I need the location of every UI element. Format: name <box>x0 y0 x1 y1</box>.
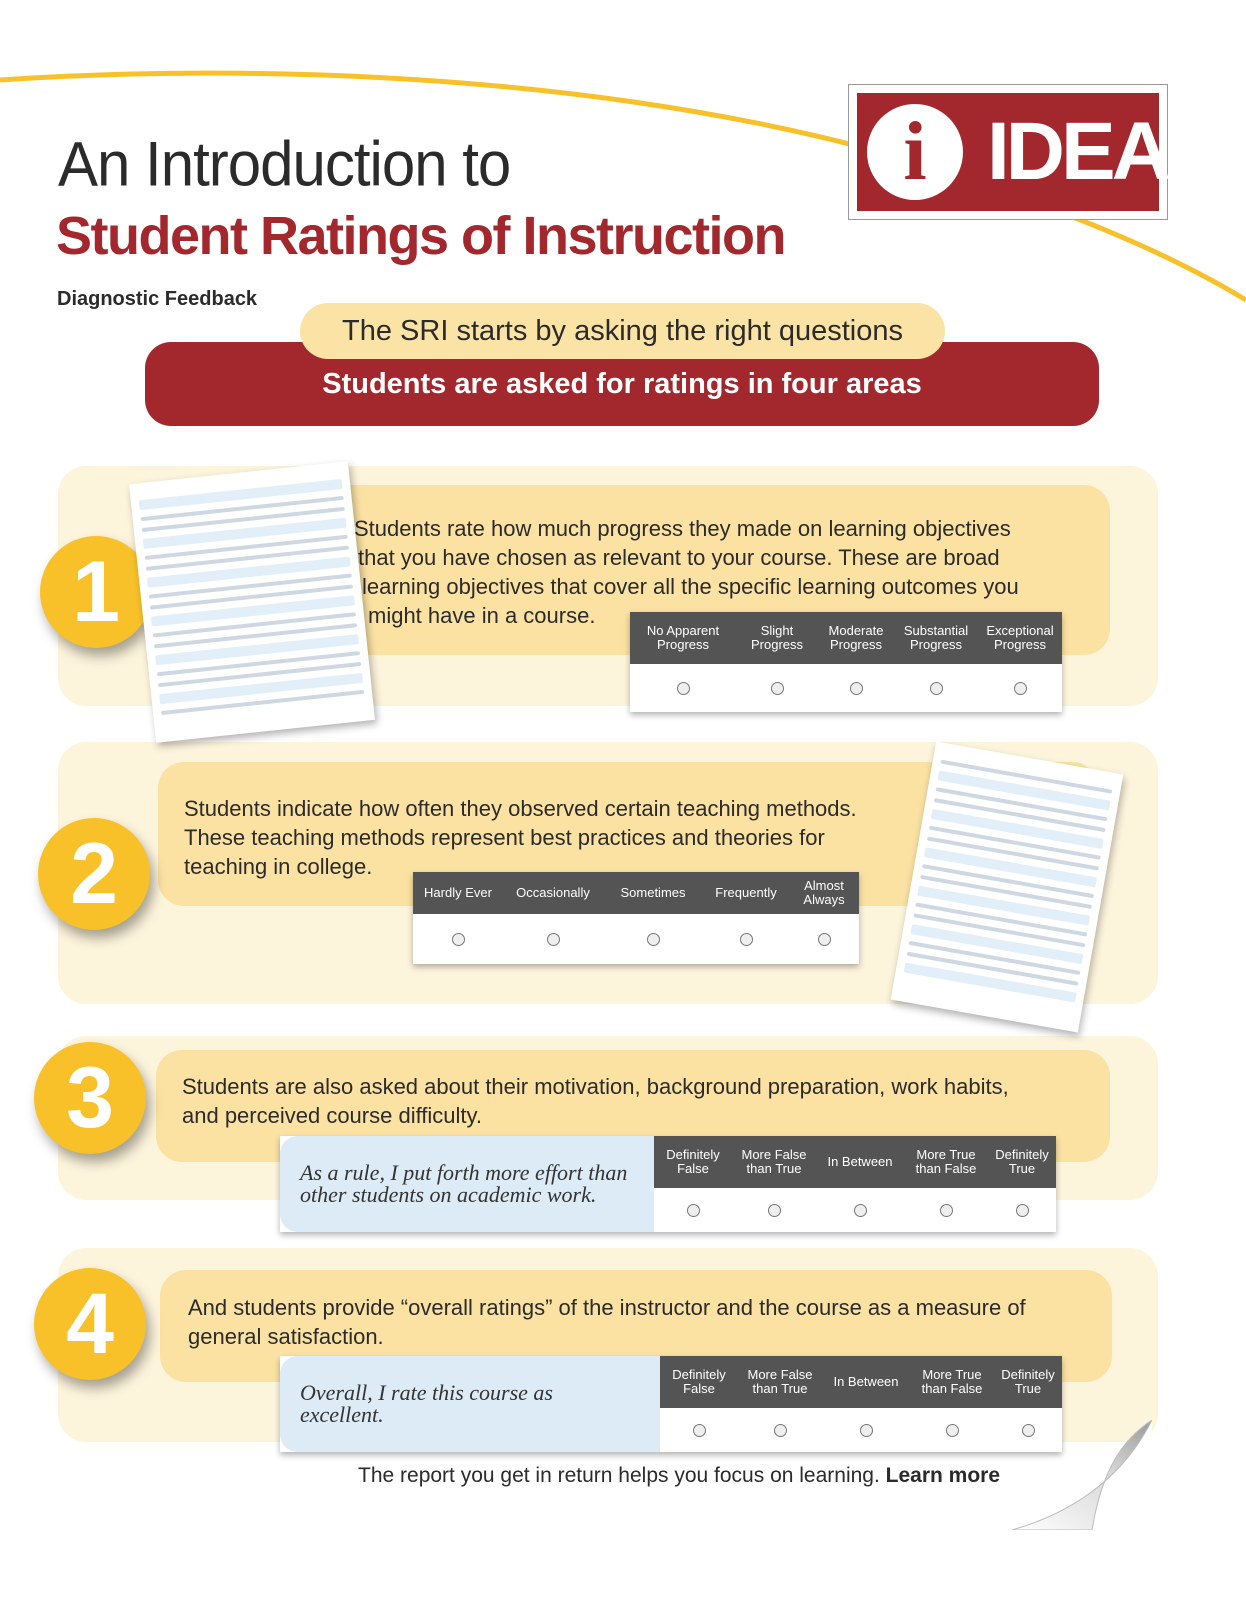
section-3-description: Students are also asked about their motivation, background preparation, work habits, and perceived course difficulty. <box>182 1074 1009 1128</box>
radio-option[interactable] <box>940 1204 953 1217</box>
radio-option[interactable] <box>930 682 943 695</box>
radio-option[interactable] <box>740 933 753 946</box>
section-1-description: Students rate how much progress they made on learning objectives that you have chosen as relevant to your course. These are broad learning objectives that cover all the specific learning outcomes you might have in a course. <box>354 516 1019 628</box>
scale-header: Definitely False <box>672 1367 726 1396</box>
page-title-line2: Student Ratings of Instruction <box>56 206 785 266</box>
scale-header: Substantial Progress <box>903 623 969 652</box>
scale-header: Occasionally <box>516 885 590 900</box>
radio-option[interactable] <box>1022 1424 1035 1437</box>
radio-option[interactable] <box>818 933 831 946</box>
section-1-form-thumbnail <box>129 461 375 743</box>
scale-header: Definitely True <box>1001 1367 1055 1396</box>
radio-option[interactable] <box>771 682 784 695</box>
page-title-line1: An Introduction to <box>58 129 511 200</box>
idea-logo <box>848 84 1168 220</box>
scale-header: In Between <box>833 1374 899 1389</box>
intro-banner: Students are asked for ratings in four areas <box>145 342 1099 426</box>
scale-header: Exceptional Progress <box>986 623 1054 652</box>
radio-option[interactable] <box>693 1424 706 1437</box>
radio-option[interactable] <box>1016 1204 1029 1217</box>
intro-lead: The SRI starts by asking the right questions <box>300 303 945 359</box>
radio-option[interactable] <box>547 933 560 946</box>
learn-more-link[interactable]: Learn more <box>885 1464 1001 1487</box>
radio-option[interactable] <box>854 1204 867 1217</box>
page-subtitle: Diagnostic Feedback <box>57 288 258 310</box>
scale-header: Moderate Progress <box>828 623 884 652</box>
footer <box>358 1464 1000 1488</box>
footer-text: The report you get in return helps you focus on learning. <box>358 1464 880 1487</box>
sample-statement: As a rule, I put forth more effort than other students on academic work. <box>280 1136 654 1232</box>
section-number-1: 1 <box>40 536 152 648</box>
scale-header: Definitely True <box>995 1147 1049 1176</box>
scale-header: Almost Always <box>803 878 845 907</box>
scale-header: In Between <box>827 1154 893 1169</box>
scale-header: Frequently <box>715 885 777 900</box>
section-number-4: 4 <box>34 1268 146 1380</box>
radio-option[interactable] <box>768 1204 781 1217</box>
section-4-description: And students provide “overall ratings” of the instructor and the course as a measure of general satisfaction. <box>188 1295 1026 1349</box>
radio-option[interactable] <box>774 1424 787 1437</box>
scale-header: More True than False <box>915 1147 977 1176</box>
section-2-rating-scale <box>413 872 859 964</box>
scale-header: Sometimes <box>620 885 686 900</box>
radio-option[interactable] <box>1014 682 1027 695</box>
scale-header: More True than False <box>921 1367 983 1396</box>
scale-header: More False than True <box>747 1367 813 1396</box>
radio-option[interactable] <box>860 1424 873 1437</box>
section-number-2: 2 <box>38 818 150 930</box>
radio-option[interactable] <box>687 1204 700 1217</box>
radio-option[interactable] <box>452 933 465 946</box>
radio-option[interactable] <box>946 1424 959 1437</box>
section-2-description: Students indicate how often they observed certain teaching methods. These teaching methods represent best practices and theories for teaching in college. <box>184 796 857 879</box>
logo-text: IDEA <box>987 106 1167 197</box>
radio-option[interactable] <box>647 933 660 946</box>
scale-header: Definitely False <box>666 1147 720 1176</box>
info-i-icon: i <box>867 104 963 200</box>
sample-statement: Overall, I rate this course as excellent. <box>280 1356 660 1452</box>
radio-option[interactable] <box>850 682 863 695</box>
radio-option[interactable] <box>677 682 690 695</box>
scale-header: Hardly Ever <box>424 885 492 900</box>
section-4-rating-scale <box>280 1356 1062 1452</box>
scale-header: Slight Progress <box>750 623 804 652</box>
scale-header: More False than True <box>741 1147 807 1176</box>
section-number-3: 3 <box>34 1042 146 1154</box>
section-1-rating-scale <box>630 612 1062 712</box>
scale-header: No Apparent Progress <box>646 623 720 652</box>
section-3-rating-scale <box>280 1136 1056 1232</box>
